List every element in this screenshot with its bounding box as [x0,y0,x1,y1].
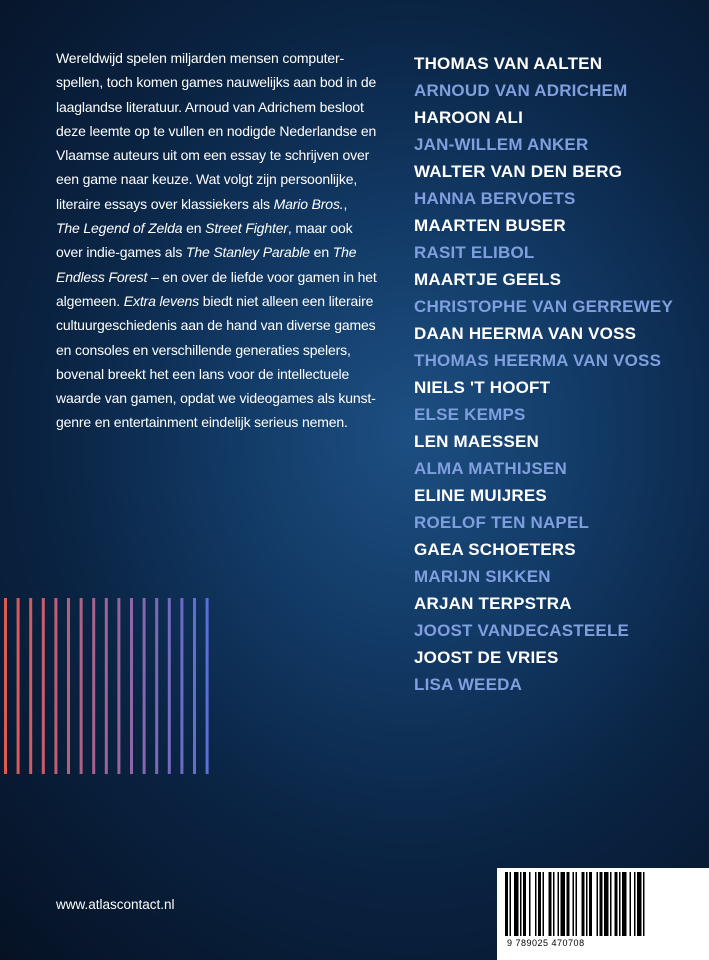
stripe [117,598,120,774]
barcode-bar [510,872,512,936]
publisher-url: www.atlascontact.nl [56,897,175,912]
blurb-line: cultuurgeschiedenis aan de hand van diverse games [56,317,376,334]
barcode-bar [535,872,537,936]
blurb-line: genre en entertainment eindelijk serieus nemen. [56,414,348,431]
barcode-bar [538,872,541,936]
author-name: LEN MAESSEN [414,432,539,451]
blurb-text: , maar ook [287,220,353,237]
blurb-line [56,216,391,240]
author-name: THOMAS VAN AALTEN [414,54,603,73]
blurb-line: spellen, toch komen games nauwelijks aan bod in de [56,74,377,91]
author-name: WALTER VAN DEN BERG [414,162,623,181]
game-title: The Stanley Parable [185,244,310,261]
game-title: Street Fighter [205,220,288,237]
author-name: DAAN HEERMA VAN VOSS [414,324,637,343]
author-name: ROELOF TEN NAPEL [414,513,590,532]
author-name: CHRISTOPHE VAN GERREWEY [414,297,674,316]
barcode-bar [586,872,588,936]
barcode-bar [600,872,603,936]
barcode-bar [622,872,627,936]
barcode-bar [634,872,636,936]
game-title: Endless Forest [56,268,148,285]
barcode-bar [582,872,585,936]
author-name: MAARTJE GEELS [414,270,562,289]
barcode-bar [520,872,522,936]
striped-decoration [0,598,230,774]
stripe [130,598,133,774]
stripe [180,598,183,774]
barcode-bar [514,872,519,936]
blurb-line: Vlaamse auteurs uit om een essay te schrijven over [56,147,370,164]
barcode-bar [604,872,609,936]
isbn-barcode [497,868,709,960]
author-name: HAROON ALI [414,108,524,127]
author-name: RASIT ELIBOL [414,243,535,262]
blurb-line: waarde van gamen, opdat we videogames als kunst- [56,390,376,407]
game-title: Mario Bros. [273,195,344,212]
barcode-bar [589,872,592,936]
stripe [17,598,20,774]
author-name: MAARTEN BUSER [414,216,566,235]
blurb-line [56,240,391,264]
stripe [92,598,95,774]
isbn-digits: 9 789025 470708 [507,938,585,948]
blurb-text: en [182,220,206,237]
barcode-bar [549,872,552,936]
author-name: ARJAN TERPSTRA [414,594,572,613]
blurb-line: Wereldwijd spelen miljarden mensen computer- [56,50,345,66]
game-title: The Legend of Zelda [56,220,183,237]
blurb-line: bovenal breekt het een lans voor de intellectuele [56,365,350,382]
blurb-text: over indie-games als [56,244,186,261]
stripe [143,598,146,774]
author-name: ALMA MATHIJSEN [414,459,567,478]
blurb-line [56,289,391,313]
barcode-bar [505,872,508,936]
barcode-bar [543,872,545,936]
stripe [80,598,83,774]
stripe [29,598,32,774]
blurb-text: biedt niet alleen een literaire [199,292,374,309]
stripe [155,598,158,774]
author-name: LISA WEEDA [414,675,523,694]
blurb-text: en [309,244,333,261]
game-title: The [332,244,357,261]
blurb-line: deze leemte op te vullen en nodigde Nederlandse en [56,122,377,139]
barcode-bar [561,872,566,936]
stripe [206,598,209,774]
stripe [4,598,7,774]
author-name: JOOST DE VRIES [414,648,559,667]
author-name: MARIJN SIKKEN [414,567,551,586]
stripe [67,598,70,774]
barcode-bar [643,872,645,936]
blurb-line [56,265,391,289]
barcode-bar [630,872,632,936]
author-name: ELINE MUIJRES [414,486,547,505]
barcode-bar [573,872,575,936]
barcode-bar [610,872,612,936]
barcode-bar [558,872,560,936]
blurb-line: laaglandse literatuur. Arnoud van Adrichem besloot [56,98,364,115]
barcode-bar [553,872,555,936]
stripe [193,598,196,774]
barcode-bar [567,872,570,936]
barcode-bar [576,872,578,936]
book-title: Extra levens [123,292,200,309]
stripe [168,598,171,774]
author-name: ARNOUD VAN ADRICHEM [414,81,628,100]
stripe [54,598,57,774]
barcode-bar [637,872,642,936]
author-name: JOOST VANDECASTEELE [414,621,630,640]
back-cover-blurb [56,46,391,435]
author-name: GAEA SCHOETERS [414,540,576,559]
barcode-bar [615,872,618,936]
barcode-bars [505,872,701,936]
stripe [42,598,45,774]
blurb-text: – en over de liefde voor gamen in het [147,268,377,285]
author-name: THOMAS HEERMA VAN VOSS [414,351,662,370]
blurb-text: literaire essays over klassiekers als [56,195,274,212]
barcode-bar [619,872,621,936]
stripe [105,598,108,774]
author-name: HANNA BERVOETS [414,189,576,208]
author-name: ELSE KEMPS [414,405,526,424]
blurb-line: een game naar keuze. Wat volgt zijn persoonlijke, [56,171,358,188]
author-list [414,50,704,698]
barcode-bar [529,872,531,936]
barcode-bar [523,872,526,936]
author-name: NIELS 'T HOOFT [414,378,551,397]
barcode-bar [597,872,599,936]
blurb-line: en consoles en verschillende generaties spelers, [56,341,351,358]
blurb-text: , [343,195,348,212]
blurb-line [56,192,391,216]
author-name: JAN-WILLEM ANKER [414,135,589,154]
blurb-text: algemeen. [56,292,124,309]
